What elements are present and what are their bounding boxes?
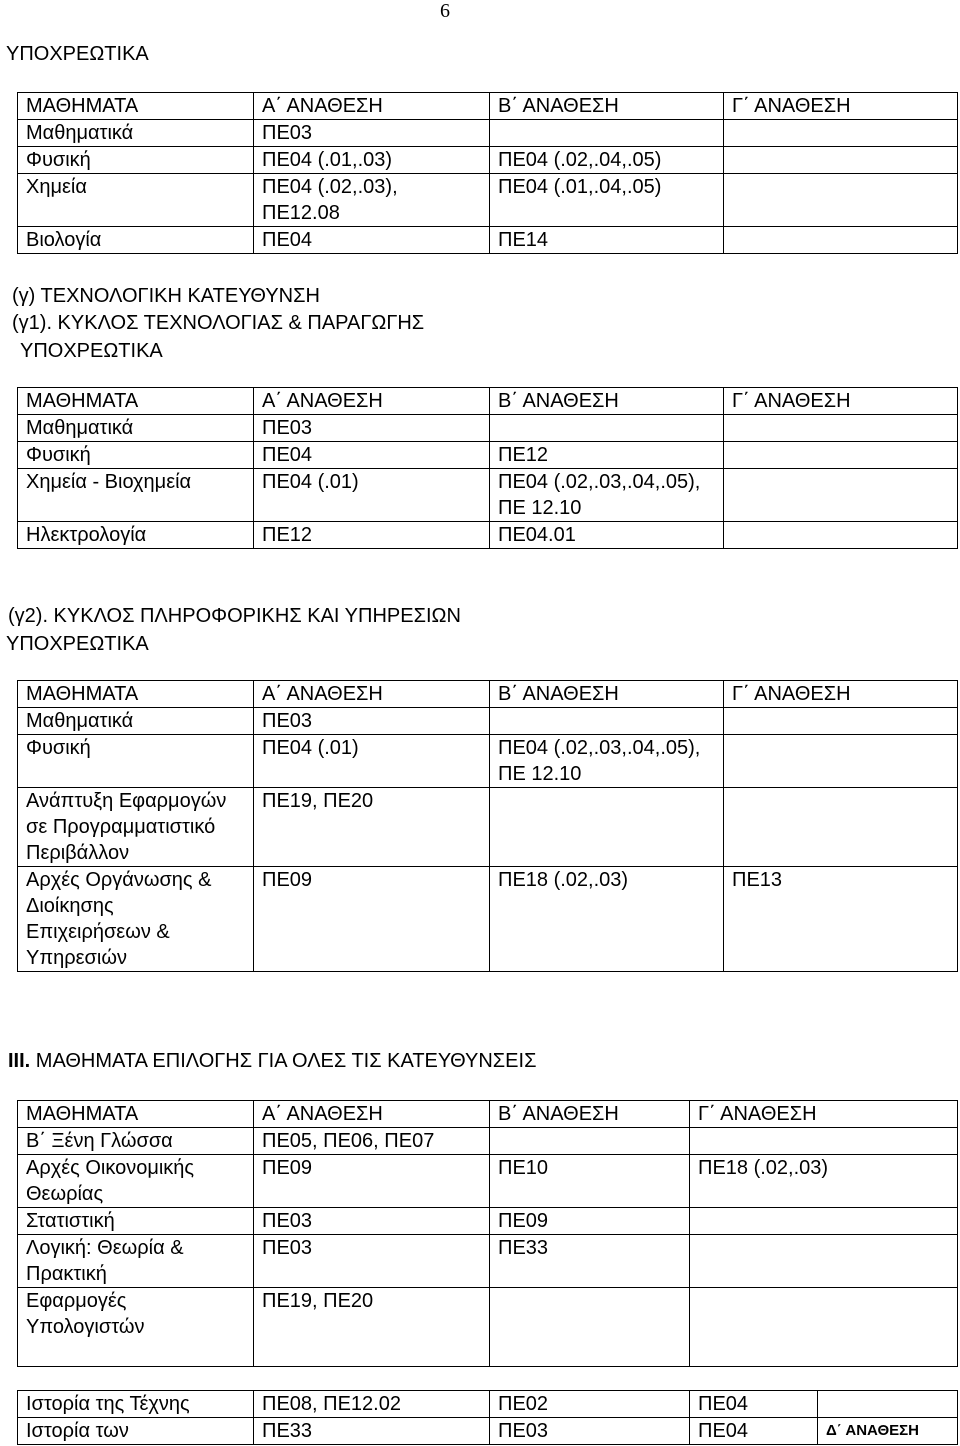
header-third-assignment: Γ΄ ΑΝΑΘΕΣΗ	[724, 681, 958, 708]
assignment-c-cell	[724, 227, 958, 254]
assignment-b-cell	[490, 415, 724, 442]
assignment-b-cell	[490, 1128, 690, 1155]
assignment-c-cell	[724, 788, 958, 867]
assignment-c-cell	[724, 147, 958, 174]
subject-cell: Φυσική	[18, 147, 254, 174]
assignment-a-cell: ΠΕ04 (.02,.03), ΠΕ12.08	[254, 174, 490, 227]
header-subjects: ΜΑΘΗΜΑΤΑ	[18, 93, 254, 120]
table-row	[18, 147, 958, 174]
subject-cell: Β΄ Ξένη Γλώσσα	[18, 1128, 254, 1155]
table-header-row	[18, 681, 958, 708]
assignment-a-cell: ΠΕ04 (.01)	[254, 469, 490, 522]
table-row	[18, 442, 958, 469]
assignment-c-cell	[690, 1208, 958, 1235]
assignment-b-cell: ΠΕ10	[490, 1155, 690, 1208]
assignment-a-cell: ΠΕ04 (.01,.03)	[254, 147, 490, 174]
assignment-b-cell	[490, 1288, 690, 1367]
assignment-b-cell	[490, 788, 724, 867]
table-row	[18, 1155, 958, 1208]
assignment-c-cell: ΠΕ18 (.02,.03)	[690, 1155, 958, 1208]
section-number: ΙΙΙ.	[8, 1050, 31, 1072]
header-first-assignment: Α΄ ΑΝΑΘΕΣΗ	[254, 681, 490, 708]
table-row	[18, 867, 958, 972]
assignment-a-cell: ΠΕ09	[254, 867, 490, 972]
table-row	[18, 1128, 958, 1155]
section-heading-electives	[8, 1049, 536, 1073]
table-row	[18, 735, 958, 788]
assignment-a-cell: ΠΕ33	[254, 1418, 490, 1445]
subject-cell: Μαθηματικά	[18, 415, 254, 442]
subject-cell: Ιστορία των	[18, 1418, 254, 1445]
assignment-b-cell	[490, 120, 724, 147]
subject-cell: Μαθηματικά	[18, 708, 254, 735]
subject-cell: Χημεία - Βιοχημεία	[18, 469, 254, 522]
section-subheading-cycle: (γ1). ΚΥΚΛΟΣ ΤΕΧΝΟΛΟΓΙΑΣ & ΠΑΡΑΓΩΓΗΣ	[12, 312, 425, 334]
table-row	[18, 708, 958, 735]
header-subjects: ΜΑΘΗΜΑΤΑ	[18, 681, 254, 708]
assignment-b-cell: ΠΕ09	[490, 1208, 690, 1235]
assignment-a-cell: ΠΕ03	[254, 415, 490, 442]
assignment-a-cell: ΠΕ04 (.01)	[254, 735, 490, 788]
table-row	[18, 1418, 958, 1445]
assignment-b-cell: ΠΕ04.01	[490, 522, 724, 549]
assignment-c-cell	[724, 415, 958, 442]
assignment-a-cell: ΠΕ03	[254, 1235, 490, 1288]
assignment-c-cell	[724, 120, 958, 147]
section-heading-technology: (γ) ΤΕΧΝΟΛΟΓΙΚΗ ΚΑΤΕΥΘΥΝΣΗ	[12, 285, 320, 307]
assignment-c-cell: ΠΕ13	[724, 867, 958, 972]
assignment-b-cell: ΠΕ12	[490, 442, 724, 469]
subject-cell: Αρχές Οργάνωσης & Διοίκησης Επιχειρήσεων & Υπηρεσιών	[18, 867, 254, 972]
assignment-b-cell	[490, 708, 724, 735]
header-second-assignment: Β΄ ΑΝΑΘΕΣΗ	[490, 93, 724, 120]
subject-cell: Χημεία	[18, 174, 254, 227]
subjects-table-2	[17, 387, 958, 549]
subject-cell: Μαθηματικά	[18, 120, 254, 147]
subjects-table-3	[17, 680, 958, 972]
header-third-assignment: Γ΄ ΑΝΑΘΕΣΗ	[724, 388, 958, 415]
assignment-c-cell	[724, 469, 958, 522]
table-row	[18, 227, 958, 254]
table-row	[18, 522, 958, 549]
section-title: ΜΑΘΗΜΑΤΑ ΕΠΙΛΟΓΗΣ ΓΙΑ ΟΛΕΣ ΤΙΣ ΚΑΤΕΥΘΥΝΣΕΙΣ	[35, 1050, 537, 1072]
assignment-b-cell: ΠΕ04 (.01,.04,.05)	[490, 174, 724, 227]
subjects-table-4	[17, 1100, 958, 1367]
table-row	[18, 174, 958, 227]
subject-cell: Στατιστική	[18, 1208, 254, 1235]
table-row	[18, 415, 958, 442]
assignment-b-cell: ΠΕ18 (.02,.03)	[490, 867, 724, 972]
assignment-a-cell: ΠΕ04	[254, 227, 490, 254]
subjects-table-1	[17, 92, 958, 254]
subject-cell: Ηλεκτρολογία	[18, 522, 254, 549]
table-row	[18, 1391, 958, 1418]
assignment-b-cell: ΠΕ04 (.02,.03,.04,.05), ΠΕ 12.10	[490, 469, 724, 522]
assignment-a-cell: ΠΕ12	[254, 522, 490, 549]
assignment-b-cell: ΠΕ14	[490, 227, 724, 254]
assignment-c-cell	[724, 708, 958, 735]
assignment-c-cell	[724, 442, 958, 469]
assignment-a-cell: ΠΕ09	[254, 1155, 490, 1208]
subject-cell: Εφαρμογές Υπολογιστών	[18, 1288, 254, 1367]
assignment-a-cell: ΠΕ03	[254, 1208, 490, 1235]
assignment-c-cell	[724, 522, 958, 549]
assignment-a-cell: ΠΕ19, ΠΕ20	[254, 788, 490, 867]
assignment-a-cell: ΠΕ08, ΠΕ12.02	[254, 1391, 490, 1418]
assignment-c-cell	[690, 1288, 958, 1367]
subject-cell: Αρχές Οικονομικής Θεωρίας	[18, 1155, 254, 1208]
subjects-table-5	[17, 1390, 958, 1445]
header-subjects: ΜΑΘΗΜΑΤΑ	[18, 388, 254, 415]
table-row	[18, 469, 958, 522]
header-fourth-assignment: Δ΄ ΑΝΑΘΕΣΗ	[818, 1418, 958, 1445]
assignment-a-cell: ΠΕ19, ΠΕ20	[254, 1288, 490, 1367]
header-first-assignment: Α΄ ΑΝΑΘΕΣΗ	[254, 93, 490, 120]
assignment-b-cell: ΠΕ04 (.02,.04,.05)	[490, 147, 724, 174]
assignment-d-cell	[818, 1391, 958, 1418]
section-subheading-informatics: (γ2). ΚΥΚΛΟΣ ΠΛΗΡΟΦΟΡΙΚΗΣ ΚΑΙ ΥΠΗΡΕΣΙΩΝ	[8, 605, 461, 627]
assignment-c-cell: ΠΕ04	[690, 1391, 818, 1418]
table-header-row	[18, 388, 958, 415]
table-row	[18, 788, 958, 867]
subject-cell: Βιολογία	[18, 227, 254, 254]
assignment-c-cell	[724, 735, 958, 788]
subject-cell: Ιστορία της Τέχνης	[18, 1391, 254, 1418]
assignment-b-cell: ΠΕ04 (.02,.03,.04,.05), ΠΕ 12.10	[490, 735, 724, 788]
header-second-assignment: Β΄ ΑΝΑΘΕΣΗ	[490, 388, 724, 415]
header-third-assignment: Γ΄ ΑΝΑΘΕΣΗ	[690, 1101, 958, 1128]
header-second-assignment: Β΄ ΑΝΑΘΕΣΗ	[490, 1101, 690, 1128]
assignment-c-cell	[690, 1235, 958, 1288]
table-header-row	[18, 93, 958, 120]
header-first-assignment: Α΄ ΑΝΑΘΕΣΗ	[254, 1101, 490, 1128]
table-row	[18, 120, 958, 147]
table-header-row	[18, 1101, 958, 1128]
assignment-c-cell: ΠΕ04	[690, 1418, 818, 1445]
assignment-c-cell	[724, 174, 958, 227]
header-first-assignment: Α΄ ΑΝΑΘΕΣΗ	[254, 388, 490, 415]
assignment-a-cell: ΠΕ05, ΠΕ06, ΠΕ07	[254, 1128, 490, 1155]
header-second-assignment: Β΄ ΑΝΑΘΕΣΗ	[490, 681, 724, 708]
assignment-b-cell: ΠΕ03	[490, 1418, 690, 1445]
subject-cell: Ανάπτυξη Εφαρμογών σε Προγραμματιστικό Περιβάλλον	[18, 788, 254, 867]
table-row	[18, 1288, 958, 1367]
header-subjects: ΜΑΘΗΜΑΤΑ	[18, 1101, 254, 1128]
subject-cell: Φυσική	[18, 735, 254, 788]
header-third-assignment: Γ΄ ΑΝΑΘΕΣΗ	[724, 93, 958, 120]
assignment-a-cell: ΠΕ04	[254, 442, 490, 469]
section-required-label: ΥΠΟΧΡΕΩΤΙΚΑ	[6, 43, 149, 65]
subject-cell: Φυσική	[18, 442, 254, 469]
table-row	[18, 1208, 958, 1235]
assignment-a-cell: ΠΕ03	[254, 120, 490, 147]
subject-cell: Λογική: Θεωρία & Πρακτική	[18, 1235, 254, 1288]
assignment-b-cell: ΠΕ33	[490, 1235, 690, 1288]
page-number: 6	[440, 0, 450, 22]
table-row	[18, 1235, 958, 1288]
section-required-label: ΥΠΟΧΡΕΩΤΙΚΑ	[6, 633, 149, 655]
section-required-label: ΥΠΟΧΡΕΩΤΙΚΑ	[20, 340, 163, 362]
assignment-a-cell: ΠΕ03	[254, 708, 490, 735]
assignment-c-cell	[690, 1128, 958, 1155]
assignment-b-cell: ΠΕ02	[490, 1391, 690, 1418]
